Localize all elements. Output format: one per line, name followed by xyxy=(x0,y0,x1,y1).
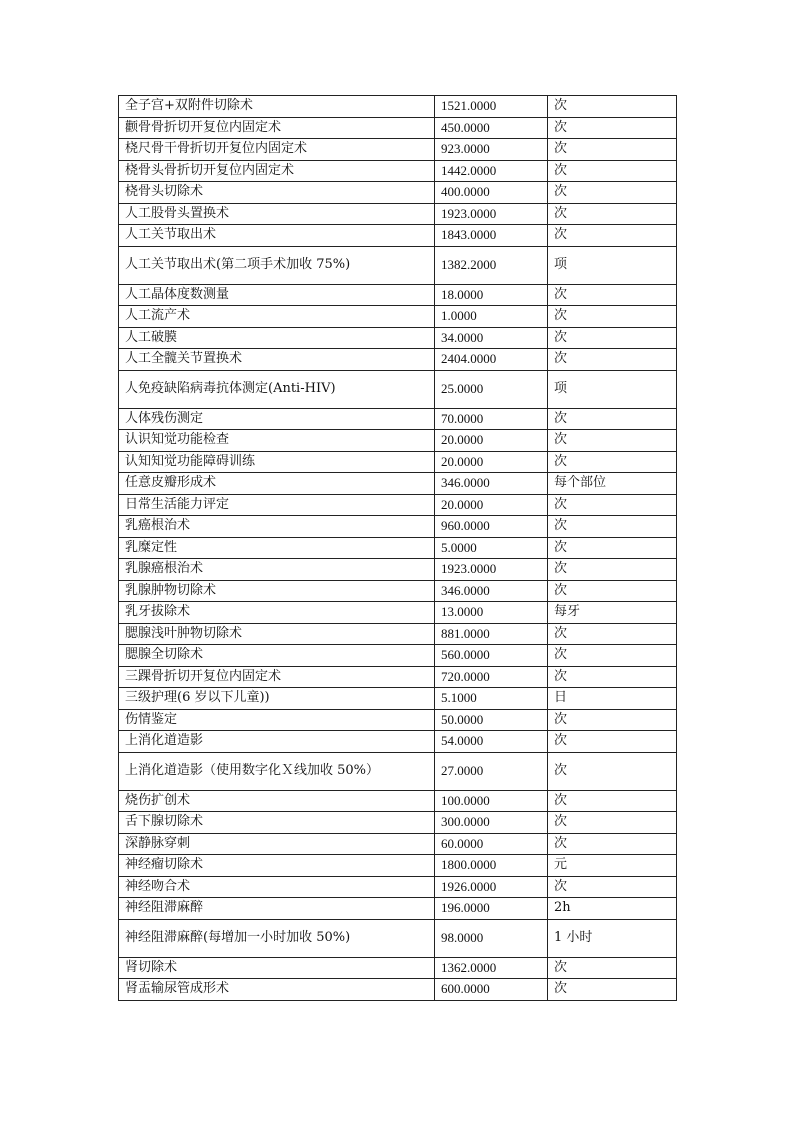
item-name-cell: 伤情鉴定 xyxy=(119,709,435,731)
unit-cell: 每牙 xyxy=(548,602,677,624)
item-name-cell: 日常生活能力评定 xyxy=(119,494,435,516)
item-name-cell: 深静脉穿刺 xyxy=(119,833,435,855)
item-name-cell: 烧伤扩创术 xyxy=(119,790,435,812)
table-row xyxy=(119,731,677,753)
unit-cell: 次 xyxy=(548,580,677,602)
price-cell: 5.1000 xyxy=(435,688,548,710)
price-cell: 20.0000 xyxy=(435,451,548,473)
unit-cell: 次 xyxy=(548,666,677,688)
unit-cell: 项 xyxy=(548,246,677,284)
unit-cell: 次 xyxy=(548,645,677,667)
price-cell: 98.0000 xyxy=(435,919,548,957)
table-row xyxy=(119,790,677,812)
table-row xyxy=(119,408,677,430)
table-row xyxy=(119,516,677,538)
fee-schedule-table xyxy=(118,95,677,1001)
price-cell: 18.0000 xyxy=(435,284,548,306)
price-cell: 560.0000 xyxy=(435,645,548,667)
table-row xyxy=(119,979,677,1001)
item-name-cell: 全子宫+双附件切除术 xyxy=(119,96,435,118)
unit-cell: 次 xyxy=(548,306,677,328)
item-name-cell: 神经瘤切除术 xyxy=(119,855,435,877)
unit-cell: 次 xyxy=(548,160,677,182)
table-row xyxy=(119,709,677,731)
table-row xyxy=(119,246,677,284)
price-cell: 923.0000 xyxy=(435,139,548,161)
table-row xyxy=(119,580,677,602)
table-row xyxy=(119,919,677,957)
unit-cell: 1 小时 xyxy=(548,919,677,957)
item-name-cell: 人工流产术 xyxy=(119,306,435,328)
price-cell: 34.0000 xyxy=(435,327,548,349)
unit-cell: 次 xyxy=(548,709,677,731)
price-cell: 20.0000 xyxy=(435,494,548,516)
item-name-cell: 乳腺癌根治术 xyxy=(119,559,435,581)
price-cell: 960.0000 xyxy=(435,516,548,538)
table-row xyxy=(119,96,677,118)
price-cell: 300.0000 xyxy=(435,812,548,834)
item-name-cell: 乳腺肿物切除术 xyxy=(119,580,435,602)
price-cell: 1800.0000 xyxy=(435,855,548,877)
table-row xyxy=(119,306,677,328)
item-name-cell: 腮腺全切除术 xyxy=(119,645,435,667)
table-row xyxy=(119,182,677,204)
unit-cell: 次 xyxy=(548,451,677,473)
item-name-cell: 腮腺浅叶肿物切除术 xyxy=(119,623,435,645)
unit-cell: 次 xyxy=(548,408,677,430)
table-row xyxy=(119,876,677,898)
price-cell: 20.0000 xyxy=(435,430,548,452)
table-row xyxy=(119,139,677,161)
price-cell: 720.0000 xyxy=(435,666,548,688)
price-cell: 1923.0000 xyxy=(435,559,548,581)
price-cell: 1.0000 xyxy=(435,306,548,328)
unit-cell: 次 xyxy=(548,790,677,812)
unit-cell: 次 xyxy=(548,430,677,452)
price-cell: 1362.0000 xyxy=(435,957,548,979)
unit-cell: 2h xyxy=(548,898,677,920)
table-row xyxy=(119,752,677,790)
item-name-cell: 乳牙拔除术 xyxy=(119,602,435,624)
item-name-cell: 神经阻滞麻醉 xyxy=(119,898,435,920)
unit-cell: 次 xyxy=(548,225,677,247)
unit-cell: 次 xyxy=(548,979,677,1001)
item-name-cell: 人工全髋关节置换术 xyxy=(119,349,435,371)
table-row xyxy=(119,430,677,452)
unit-cell: 次 xyxy=(548,876,677,898)
unit-cell: 次 xyxy=(548,327,677,349)
table-row xyxy=(119,602,677,624)
table-row xyxy=(119,327,677,349)
item-name-cell: 三踝骨折切开复位内固定术 xyxy=(119,666,435,688)
unit-cell: 次 xyxy=(548,182,677,204)
table-row xyxy=(119,203,677,225)
price-cell: 54.0000 xyxy=(435,731,548,753)
item-name-cell: 颧骨骨折切开复位内固定术 xyxy=(119,117,435,139)
table-row xyxy=(119,537,677,559)
item-name-cell: 舌下腺切除术 xyxy=(119,812,435,834)
item-name-cell: 任意皮瓣形成术 xyxy=(119,473,435,495)
table-row xyxy=(119,284,677,306)
unit-cell: 次 xyxy=(548,559,677,581)
price-cell: 60.0000 xyxy=(435,833,548,855)
unit-cell: 项 xyxy=(548,370,677,408)
unit-cell: 次 xyxy=(548,117,677,139)
table-row xyxy=(119,225,677,247)
item-name-cell: 肾盂输尿管成形术 xyxy=(119,979,435,1001)
item-name-cell: 上消化道造影 xyxy=(119,731,435,753)
price-cell: 600.0000 xyxy=(435,979,548,1001)
unit-cell: 次 xyxy=(548,623,677,645)
table-row xyxy=(119,473,677,495)
item-name-cell: 人免疫缺陷病毒抗体测定(Anti-HIV) xyxy=(119,370,435,408)
price-cell: 13.0000 xyxy=(435,602,548,624)
price-cell: 2404.0000 xyxy=(435,349,548,371)
price-cell: 346.0000 xyxy=(435,473,548,495)
item-name-cell: 肾切除术 xyxy=(119,957,435,979)
price-cell: 50.0000 xyxy=(435,709,548,731)
price-cell: 1923.0000 xyxy=(435,203,548,225)
unit-cell: 次 xyxy=(548,812,677,834)
table-row xyxy=(119,559,677,581)
price-cell: 27.0000 xyxy=(435,752,548,790)
item-name-cell: 认知知觉功能障碍训练 xyxy=(119,451,435,473)
price-cell: 100.0000 xyxy=(435,790,548,812)
table-row xyxy=(119,160,677,182)
table-row xyxy=(119,812,677,834)
price-cell: 450.0000 xyxy=(435,117,548,139)
price-cell: 1382.2000 xyxy=(435,246,548,284)
unit-cell: 次 xyxy=(548,516,677,538)
table-row xyxy=(119,623,677,645)
price-cell: 1926.0000 xyxy=(435,876,548,898)
price-cell: 1843.0000 xyxy=(435,225,548,247)
price-cell: 70.0000 xyxy=(435,408,548,430)
unit-cell: 每个部位 xyxy=(548,473,677,495)
item-name-cell: 桡骨头骨折切开复位内固定术 xyxy=(119,160,435,182)
unit-cell: 次 xyxy=(548,494,677,516)
price-cell: 881.0000 xyxy=(435,623,548,645)
item-name-cell: 人工关节取出术(第二项手术加收 75%) xyxy=(119,246,435,284)
table-row xyxy=(119,833,677,855)
item-name-cell: 桡骨头切除术 xyxy=(119,182,435,204)
price-cell: 1442.0000 xyxy=(435,160,548,182)
table-row xyxy=(119,349,677,371)
unit-cell: 次 xyxy=(548,537,677,559)
item-name-cell: 神经阻滞麻醉(每增加一小时加收 50%) xyxy=(119,919,435,957)
price-cell: 1521.0000 xyxy=(435,96,548,118)
price-cell: 196.0000 xyxy=(435,898,548,920)
unit-cell: 次 xyxy=(548,203,677,225)
item-name-cell: 神经吻合术 xyxy=(119,876,435,898)
table-row xyxy=(119,645,677,667)
table-row xyxy=(119,117,677,139)
item-name-cell: 人工破膜 xyxy=(119,327,435,349)
unit-cell: 次 xyxy=(548,833,677,855)
unit-cell: 次 xyxy=(548,752,677,790)
fee-table-body xyxy=(119,96,677,1001)
unit-cell: 日 xyxy=(548,688,677,710)
price-cell: 25.0000 xyxy=(435,370,548,408)
unit-cell: 次 xyxy=(548,731,677,753)
table-row xyxy=(119,494,677,516)
unit-cell: 元 xyxy=(548,855,677,877)
table-row xyxy=(119,855,677,877)
price-cell: 5.0000 xyxy=(435,537,548,559)
item-name-cell: 人体残伤测定 xyxy=(119,408,435,430)
unit-cell: 次 xyxy=(548,96,677,118)
table-row xyxy=(119,957,677,979)
table-row xyxy=(119,666,677,688)
item-name-cell: 人工晶体度数测量 xyxy=(119,284,435,306)
table-row xyxy=(119,898,677,920)
item-name-cell: 人工股骨头置换术 xyxy=(119,203,435,225)
item-name-cell: 桡尺骨干骨折切开复位内固定术 xyxy=(119,139,435,161)
unit-cell: 次 xyxy=(548,284,677,306)
table-row xyxy=(119,688,677,710)
table-row xyxy=(119,370,677,408)
table-row xyxy=(119,451,677,473)
item-name-cell: 上消化道造影（使用数字化Ｘ线加收 50%） xyxy=(119,752,435,790)
item-name-cell: 乳癌根治术 xyxy=(119,516,435,538)
unit-cell: 次 xyxy=(548,139,677,161)
unit-cell: 次 xyxy=(548,957,677,979)
item-name-cell: 三级护理(6 岁以下儿童)) xyxy=(119,688,435,710)
price-cell: 346.0000 xyxy=(435,580,548,602)
item-name-cell: 乳糜定性 xyxy=(119,537,435,559)
item-name-cell: 人工关节取出术 xyxy=(119,225,435,247)
unit-cell: 次 xyxy=(548,349,677,371)
price-cell: 400.0000 xyxy=(435,182,548,204)
item-name-cell: 认识知觉功能检查 xyxy=(119,430,435,452)
